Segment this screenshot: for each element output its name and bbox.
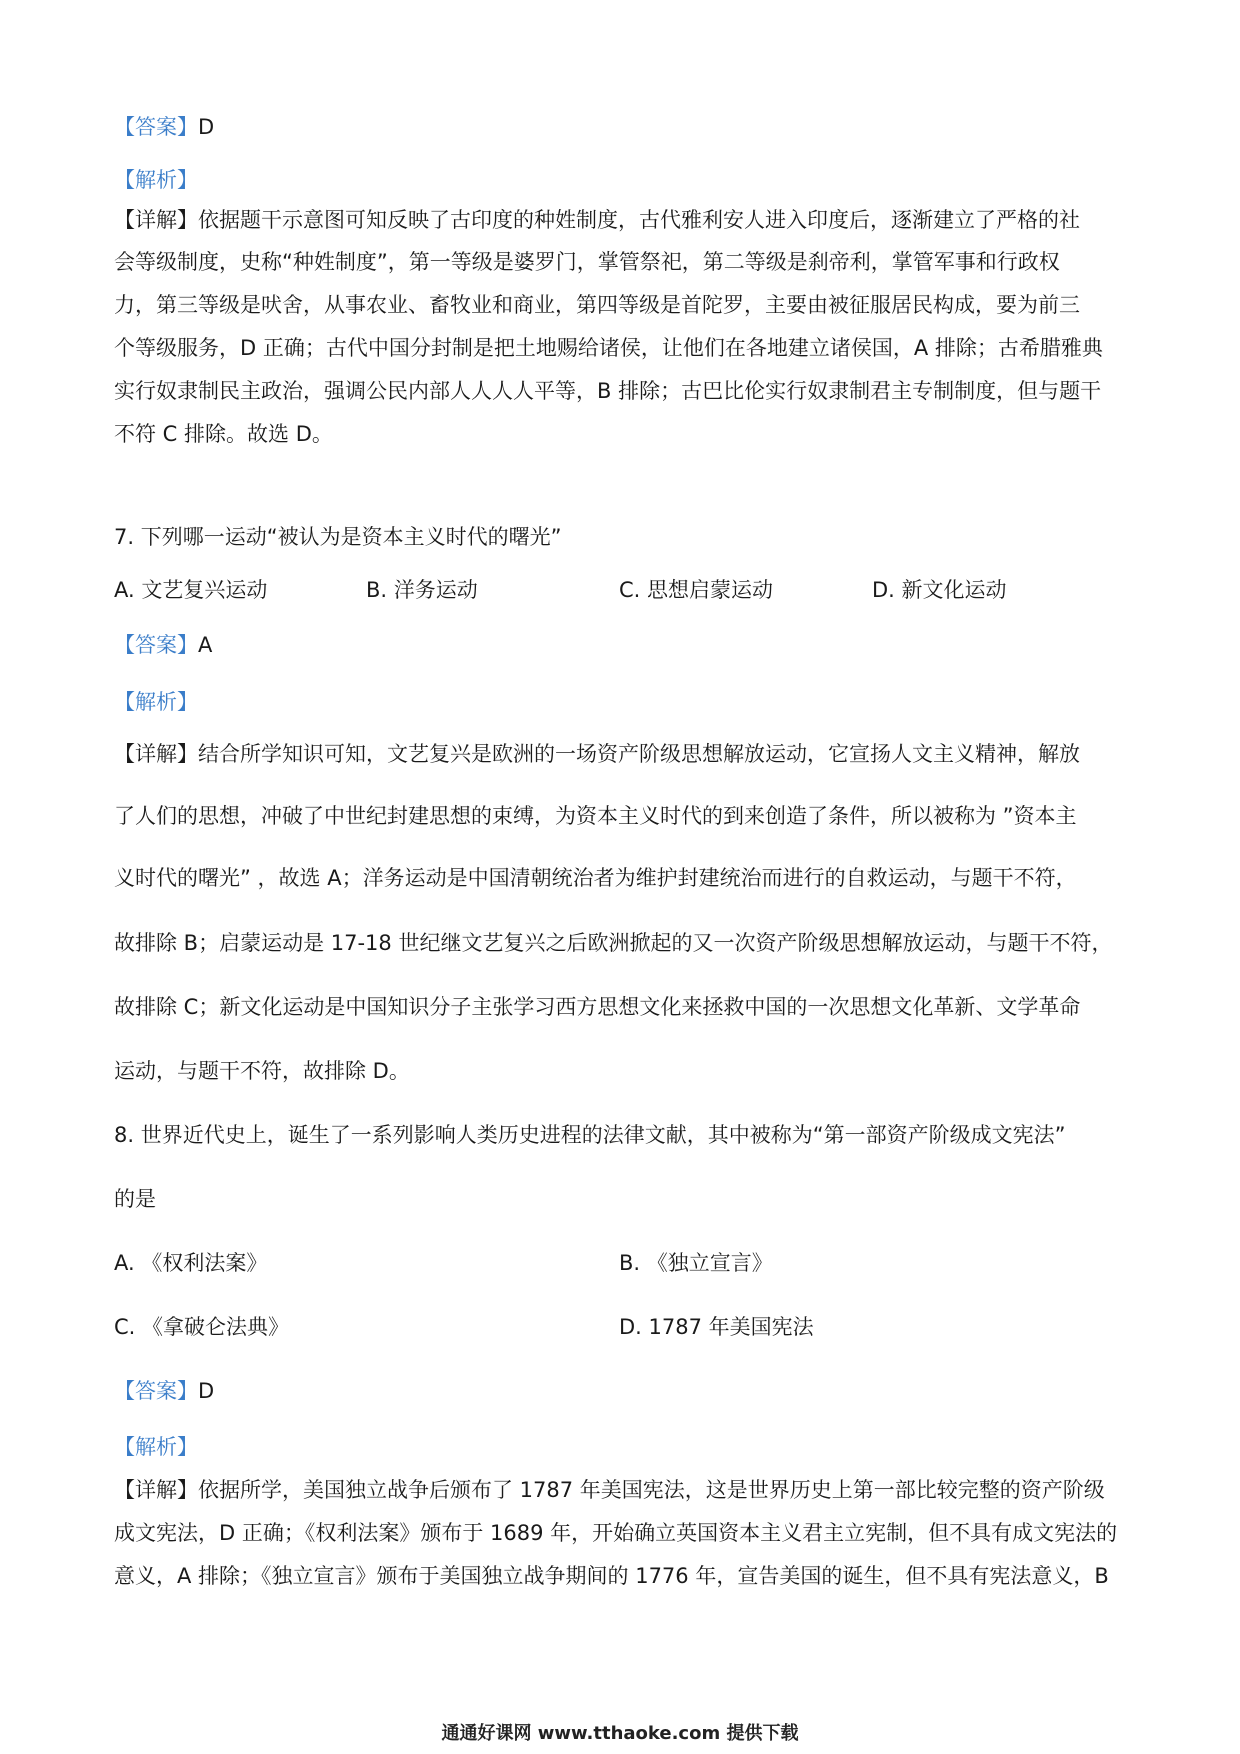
- q8-detail-line: [114, 1476, 1132, 1504]
- q7-detail-line: 运动，与题干不符，故排除 D。: [114, 1059, 410, 1083]
- q7-option-b: B. 洋务运动: [366, 578, 478, 602]
- detail-tag: 【详解】: [114, 1478, 198, 1502]
- q8-option-d: D. 1787 年美国宪法: [619, 1315, 814, 1339]
- q8-answer: [114, 1377, 1132, 1405]
- q6-detail-line: [114, 206, 1132, 234]
- q7-detail-line: 故排除 B；启蒙运动是 17-18 世纪继文艺复兴之后欧洲掀起的又一次资产阶级思想解放运动，与题干不符，: [114, 931, 1113, 955]
- q6-analysis-tag: 【解析】: [114, 168, 198, 192]
- q7-detail-line: [114, 740, 1132, 768]
- q7-option-a: A. 文艺复兴运动: [114, 578, 268, 602]
- page-footer: 通通好课网 www.tthaoke.com 提供下载: [441, 1723, 799, 1744]
- q6-answer: [114, 113, 1132, 141]
- answer-tag: 【答案】: [114, 633, 198, 657]
- q8-option-c: C. 《拿破仑法典》: [114, 1315, 290, 1339]
- q7-detail-line: 了人们的思想，冲破了中世纪封建思想的束缚，为资本主义时代的到来创造了条件，所以被称为 ”资本主: [114, 804, 1077, 828]
- q8-stem: 的是: [114, 1187, 156, 1211]
- q6-detail-line: 个等级服务，D 正确；古代中国分封制是把土地赐给诸侯，让他们在各地建立诸侯国，A 排除；古希腊雅典: [114, 336, 1103, 360]
- answer-value: D: [198, 115, 215, 139]
- detail-text: 依据所学，美国独立战争后颁布了 1787 年美国宪法，这是世界历史上第一部比较完整的资产阶级: [198, 1478, 1105, 1502]
- q8-stem: 8. 世界近代史上，诞生了一系列影响人类历史进程的法律文献，其中被称为“第一部资产阶级成文宪法”: [114, 1123, 1066, 1147]
- answer-tag: 【答案】: [114, 1379, 198, 1403]
- q8-option-b: B. 《独立宣言》: [619, 1251, 773, 1275]
- answer-value: A: [198, 633, 213, 657]
- q8-analysis-tag: 【解析】: [114, 1435, 198, 1459]
- q6-detail-line: 力，第三等级是吠舍，从事农业、畜牧业和商业，第四等级是首陀罗，主要由被征服居民构成，要为前三: [114, 293, 1080, 317]
- q7-option-d: D. 新文化运动: [872, 578, 1007, 602]
- q7-detail-line: 义时代的曙光” ，故选 A；洋务运动是中国清朝统治者为维护封建统治而进行的自救运动，与题干不符，: [114, 866, 1077, 890]
- q8-detail-line: 成文宪法，D 正确；《权利法案》颁布于 1689 年，开始确立英国资本主义君主立宪制，但不具有成文宪法的: [114, 1521, 1118, 1545]
- q7-analysis-tag: 【解析】: [114, 690, 198, 714]
- answer-value: D: [198, 1379, 215, 1403]
- q6-detail-line: 实行奴隶制民主政治，强调公民内部人人人人平等，B 排除；古巴比伦实行奴隶制君主专制制度，但与题干: [114, 379, 1102, 403]
- q8-option-a: A. 《权利法案》: [114, 1251, 268, 1275]
- q6-detail-line: 会等级制度，史称“种姓制度”，第一等级是婆罗门，掌管祭祀，第二等级是刹帝利，掌管军事和行政权: [114, 250, 1060, 274]
- q7-option-c: C. 思想启蒙运动: [619, 578, 774, 602]
- detail-text: 依据题干示意图可知反映了古印度的种姓制度，古代雅利安人进入印度后，逐渐建立了严格的社: [198, 208, 1080, 232]
- detail-text: 结合所学知识可知，文艺复兴是欧洲的一场资产阶级思想解放运动，它宣扬人文主义精神，解放: [198, 742, 1080, 766]
- answer-tag: 【答案】: [114, 115, 198, 139]
- q6-detail-line: 不符 C 排除。故选 D。: [114, 422, 333, 446]
- q7-stem: 7. 下列哪一运动“被认为是资本主义时代的曙光”: [114, 525, 562, 549]
- q7-detail-line: 故排除 C；新文化运动是中国知识分子主张学习西方思想文化来拯救中国的一次思想文化革新、文学革命: [114, 995, 1081, 1019]
- detail-tag: 【详解】: [114, 742, 198, 766]
- detail-tag: 【详解】: [114, 208, 198, 232]
- q7-answer: [114, 631, 1132, 659]
- q8-detail-line: 意义，A 排除；《独立宣言》颁布于美国独立战争期间的 1776 年，宣告美国的诞生，但不具有宪法意义，B: [114, 1564, 1109, 1588]
